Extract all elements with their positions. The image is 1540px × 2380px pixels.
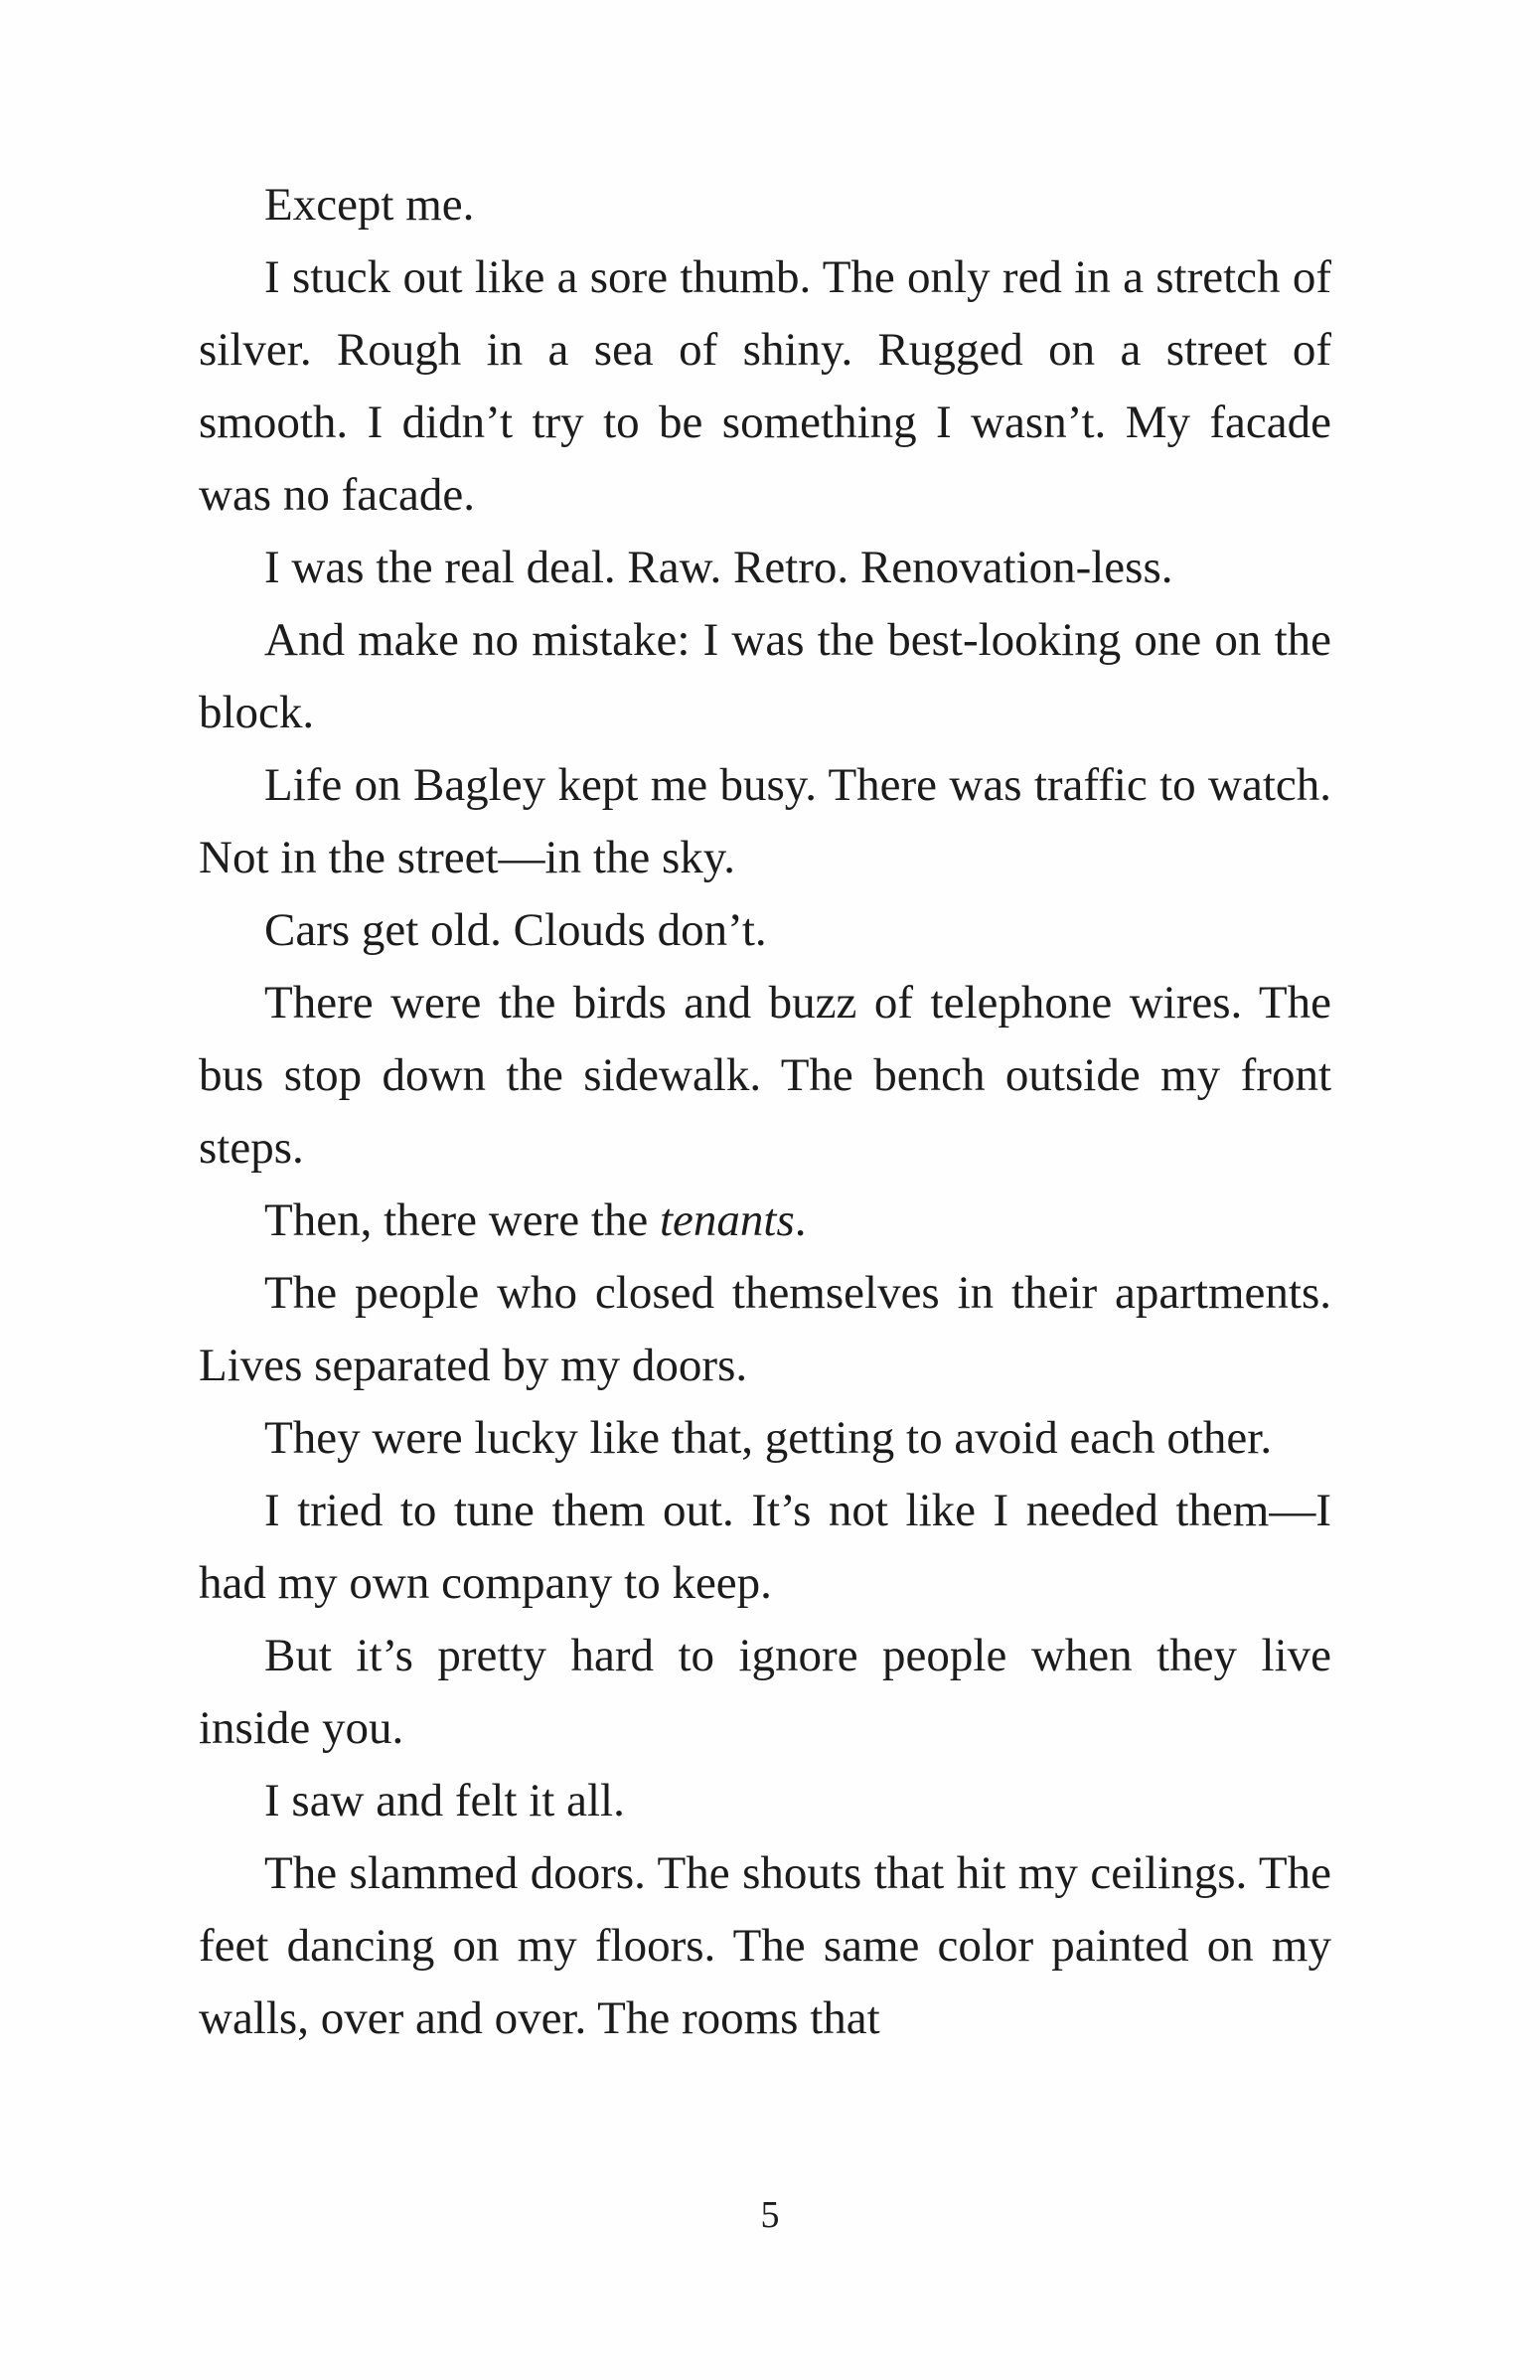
paragraph: The slammed doors. The shouts that hit my ceilings. The feet dancing on my floors. The same color painted on my walls, over and over. The rooms that (199, 1847, 1331, 2044)
page-number: 5 (760, 2194, 780, 2236)
paragraph: I tried to tune them out. It’s not like I needed them—I had my own company to keep. (199, 1485, 1331, 1609)
paragraph: Except me. (264, 179, 475, 231)
paragraph: I saw and felt it all. (264, 1775, 625, 1826)
paragraph-text: . (794, 1194, 807, 1246)
paragraph: I stuck out like a sore thumb. The only red in a stretch of silver. Rough in a sea of shiny. Rugged on a street of smooth. I didn’t try to be something I wasn’t. My facade was no facade. (199, 251, 1331, 521)
paragraph: Cars get old. Clouds don’t. (264, 904, 767, 956)
paragraph: And make no mistake: I was the best-looking one on the block. (199, 614, 1331, 738)
paragraph (199, 1185, 1331, 1257)
paragraph: Life on Bagley kept me busy. There was traffic to watch. Not in the street—in the sky. (199, 759, 1331, 883)
paragraph: But it’s pretty hard to ignore people when they live inside you. (199, 1630, 1331, 1754)
body-text (199, 169, 1331, 2055)
paragraph: There were the birds and buzz of telephone wires. The bus stop down the sidewalk. The bench outside my front steps. (199, 977, 1331, 1174)
paragraph: The people who closed themselves in their apartments. Lives separated by my doors. (199, 1267, 1331, 1391)
emphasized-word: tenants (660, 1194, 795, 1246)
paragraph: I was the real deal. Raw. Retro. Renovation-less. (264, 542, 1173, 593)
paragraph-text: Then, there were the (264, 1194, 660, 1246)
paragraph: They were lucky like that, getting to avoid each other. (264, 1412, 1273, 1464)
